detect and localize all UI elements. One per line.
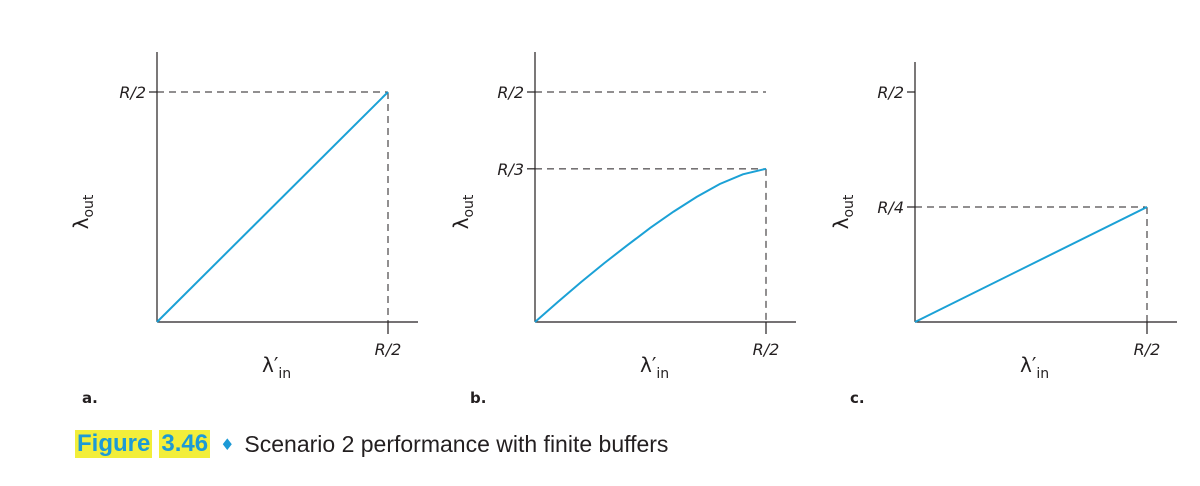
series-line — [535, 169, 766, 322]
y-tick-label: R/3 — [497, 159, 524, 179]
x-tick-label: R/2 — [752, 340, 780, 359]
y-axis-title: $\lambda_{out}$ — [829, 194, 857, 230]
y-tick-label: R/2 — [119, 83, 146, 102]
series-line — [157, 92, 388, 322]
y-axis-title: $\lambda_{out}$ — [69, 194, 97, 230]
panel-b — [449, 52, 796, 407]
y-tick-label: R/2 — [877, 83, 904, 102]
figure-caption-text: Scenario 2 performance with finite buffers — [244, 430, 669, 457]
diamond-bullet-icon: ♦ — [220, 434, 235, 454]
series-line — [915, 207, 1147, 322]
x-tick-label: R/2 — [1133, 340, 1161, 359]
x-axis-title: $\lambda'_{in}$ — [1020, 353, 1050, 382]
figure-number: 3.46 — [161, 430, 209, 457]
y-axis-title: $\lambda_{out}$ — [449, 194, 477, 230]
x-axis-title: $\lambda'_{in}$ — [640, 353, 670, 382]
figure-label: Figure — [77, 430, 151, 457]
figure-caption — [75, 430, 668, 458]
y-tick-label: R/2 — [497, 83, 524, 102]
x-tick-label: R/2 — [374, 340, 402, 359]
panel-c — [829, 62, 1177, 407]
y-tick-label: R/4 — [877, 198, 904, 217]
panel-label: a. — [82, 389, 98, 407]
x-axis-title: $\lambda'_{in}$ — [262, 353, 292, 382]
panel-a — [69, 52, 418, 407]
panel-label: b. — [470, 389, 487, 407]
panel-label: c. — [850, 389, 865, 407]
